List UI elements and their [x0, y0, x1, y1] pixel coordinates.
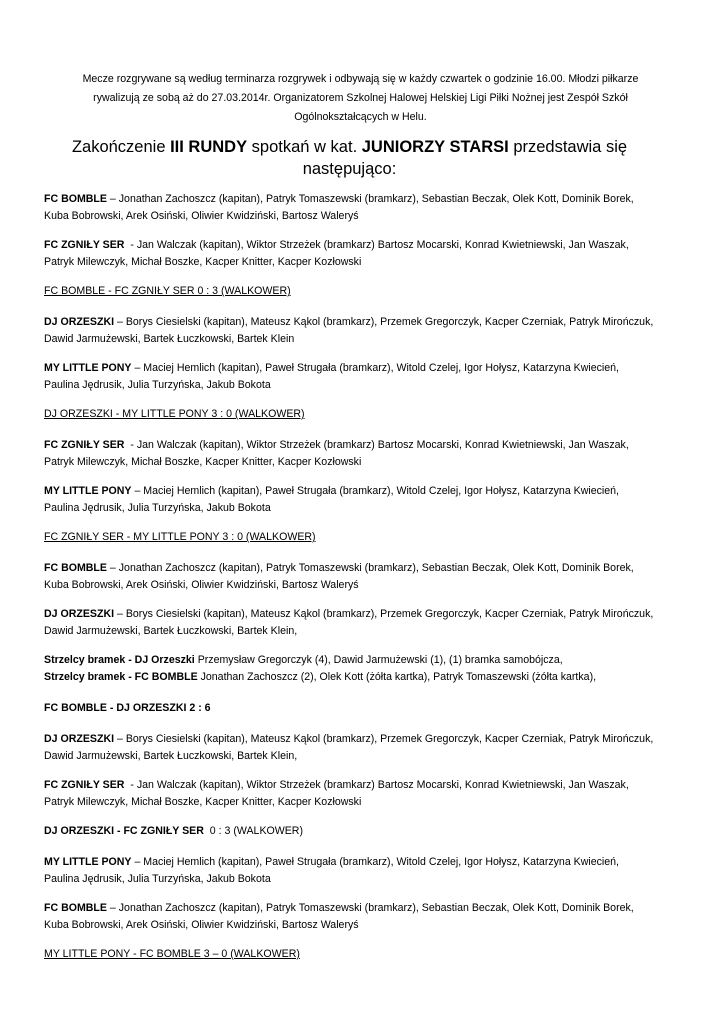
heading-category: JUNIORZY STARSI [361, 138, 509, 156]
team-players: Jan Walczak (kapitan), Wiktor Strzeżek (bramkarz) Bartosz Mocarski, Konrad Kwietniewski, Jan Waszak, Patryk Milewczyk, Michał Boszke, Kacper Knitter, Kacper Kozłowski [44, 239, 629, 268]
team-players: Maciej Hemlich (kapitan), Paweł Strugała (bramkarz), Witold Czelej, Igor Hołysz, Katarzyna Kwiecień, Paulina Jędrusik, Julia Turzyńska, Jakub Bokota [44, 362, 620, 391]
match-result [44, 946, 655, 963]
scorer-label: Strzelcy bramek - DJ Orzeszki [44, 654, 195, 666]
intro-paragraph: Mecze rozgrywane są według terminarza rozgrywek i odbywają się w każdy czwartek o godzinie 16.00. Młodzi piłkarze rywalizują ze sobą aż do 27.03.2014r. Organizatorem Szkolnej Halowej Helskiej Ligi Piłki Nożnej jest Zespół Szkół Ogólnokształcących w Helu. [82, 73, 639, 123]
team-roster [44, 777, 655, 811]
match-result [44, 406, 655, 423]
team-separator: – [114, 608, 126, 620]
team-players: Maciej Hemlich (kapitan), Paweł Strugała (bramkarz), Witold Czelej, Igor Hołysz, Katarzyna Kwiecień, Paulina Jędrusik, Julia Turzyńska, Jakub Bokota [44, 856, 620, 885]
heading-pre: Zakończenie [71, 138, 171, 156]
team-name: DJ ORZESZKI [44, 316, 115, 328]
team-name: FC BOMBLE [44, 193, 107, 205]
team-roster [44, 900, 655, 934]
team-roster [44, 437, 655, 471]
team-roster [44, 360, 655, 394]
team-players: Jonathan Zachoszcz (kapitan), Patryk Tomaszewski (bramkarz), Sebastian Beczak, Olek Kott, Dominik Borek, Kuba Bobrowski, Arek Osiński, Oliwier Kwidziński, Bartosz Waleryś [44, 193, 634, 222]
team-players: Jonathan Zachoszcz (kapitan), Patryk Tomaszewski (bramkarz), Sebastian Beczak, Olek Kott, Dominik Borek, Kuba Bobrowski, Arek Osiński, Oliwier Kwidziński, Bartosz Waleryś [44, 562, 634, 591]
scorers-block [44, 652, 655, 686]
team-roster [44, 237, 655, 271]
match-result-text: FC ZGNIŁY SER - MY LITTLE PONY 3 : 0 (WALKOWER) [44, 531, 316, 543]
team-name: FC ZGNIŁY SER [44, 239, 125, 251]
team-separator: - [124, 439, 137, 451]
team-roster [44, 314, 655, 348]
team-name: MY LITTLE PONY [44, 856, 132, 868]
team-roster [44, 854, 655, 888]
match-result [44, 823, 655, 840]
team-separator: - [124, 779, 137, 791]
team-players: Jan Walczak (kapitan), Wiktor Strzeżek (bramkarz) Bartosz Mocarski, Konrad Kwietniewski, Jan Waszak, Patryk Milewczyk, Michał Boszke, Kacper Knitter, Kacper Kozłowski [44, 439, 629, 468]
heading-post: przedstawia się następująco: [302, 138, 628, 178]
match-result-teams: DJ ORZESZKI - FC ZGNIŁY SER [44, 825, 204, 837]
team-name: MY LITTLE PONY [44, 485, 132, 497]
team-name: FC BOMBLE [44, 562, 107, 574]
match-result-text: FC BOMBLE - FC ZGNIŁY SER 0 : 3 (WALKOWER) [44, 285, 291, 297]
team-separator: – [131, 362, 144, 374]
team-players: Borys Ciesielski (kapitan), Mateusz Kąkol (bramkarz), Przemek Gregorczyk, Kacper Czerniak, Patryk Mirończuk, Dawid Jarmużewski, Bartek Łuczkowski, Bartek Klein [44, 316, 654, 345]
match-result [44, 283, 655, 300]
scorer-text: Przemysław Gregorczyk (4), Dawid Jarmużewski (1), (1) bramka samobójcza, [194, 654, 563, 666]
team-roster [44, 560, 655, 594]
heading-round: III RUNDY [170, 138, 248, 156]
team-separator: – [106, 562, 119, 574]
team-players: Borys Ciesielski (kapitan), Mateusz Kąkol (bramkarz), Przemek Gregorczyk, Kacper Czerniak, Patryk Mirończuk, Dawid Jarmużewski, Bartek Łuczkowski, Bartek Klein, [44, 733, 654, 762]
team-separator: - [124, 239, 137, 251]
team-separator: – [114, 733, 126, 745]
match-result [44, 700, 655, 717]
team-name: FC ZGNIŁY SER [44, 439, 125, 451]
match-result-score: 0 : 3 (WALKOWER) [203, 825, 303, 837]
scorer-line [44, 669, 655, 686]
team-separator: – [114, 316, 126, 328]
scorer-text: Jonathan Zachoszcz (2), Olek Kott (żółta kartka), Patryk Tomaszewski (żółta kartka), [197, 671, 597, 683]
team-players: Maciej Hemlich (kapitan), Paweł Strugała (bramkarz), Witold Czelej, Igor Hołysz, Katarzyna Kwiecień, Paulina Jędrusik, Julia Turzyńska, Jakub Bokota [44, 485, 620, 514]
heading-mid: spotkań w kat. [247, 138, 362, 156]
team-players: Jan Walczak (kapitan), Wiktor Strzeżek (bramkarz) Bartosz Mocarski, Konrad Kwietniewski, Jan Waszak, Patryk Milewczyk, Michał Boszke, Kacper Knitter, Kacper Kozłowski [44, 779, 629, 808]
team-separator: – [131, 485, 144, 497]
team-players: Jonathan Zachoszcz (kapitan), Patryk Tomaszewski (bramkarz), Sebastian Beczak, Olek Kott, Dominik Borek, Kuba Bobrowski, Arek Osiński, Oliwier Kwidziński, Bartosz Waleryś [44, 902, 634, 931]
team-roster [44, 191, 655, 225]
team-name: MY LITTLE PONY [44, 362, 132, 374]
team-name: FC BOMBLE [44, 902, 107, 914]
scorer-line [44, 652, 655, 669]
team-separator: – [106, 193, 119, 205]
scorer-label: Strzelcy bramek - FC BOMBLE [44, 671, 198, 683]
team-players: Borys Ciesielski (kapitan), Mateusz Kąkol (bramkarz), Przemek Gregorczyk, Kacper Czerniak, Patryk Mirończuk, Dawid Jarmużewski, Bartek Łuczkowski, Bartek Klein, [44, 608, 654, 637]
team-name: FC ZGNIŁY SER [44, 779, 125, 791]
match-result-text: DJ ORZESZKI - MY LITTLE PONY 3 : 0 (WALKOWER) [44, 408, 305, 420]
team-separator: – [106, 902, 119, 914]
section-heading [44, 136, 655, 180]
team-name: DJ ORZESZKI [44, 608, 115, 620]
team-roster [44, 483, 655, 517]
team-roster [44, 606, 655, 640]
match-result [44, 529, 655, 546]
team-roster [44, 731, 655, 765]
match-blocks [44, 191, 655, 963]
match-result-text: FC BOMBLE - DJ ORZESZKI 2 : 6 [44, 702, 211, 714]
team-name: DJ ORZESZKI [44, 733, 115, 745]
match-result-text: MY LITTLE PONY - FC BOMBLE 3 – 0 (WALKOWER) [44, 948, 300, 960]
team-separator: – [131, 856, 144, 868]
